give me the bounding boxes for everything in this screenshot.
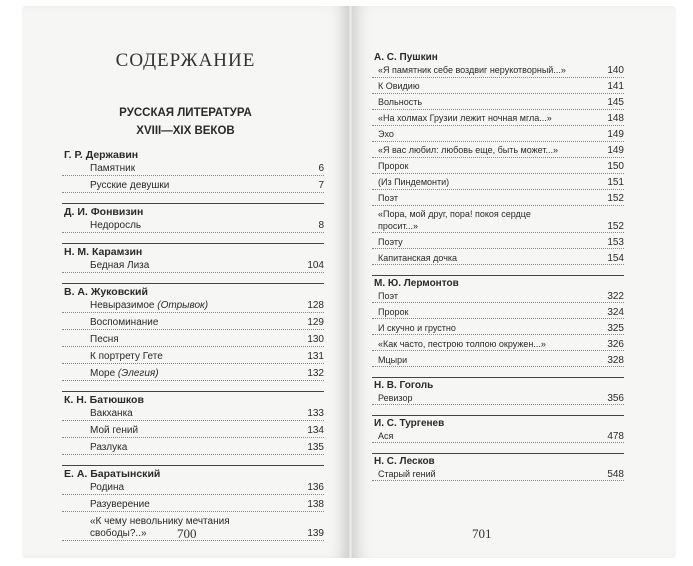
entry-page-number: 152 (607, 193, 624, 204)
contents-heading: СОДЕРЖАНИЕ (115, 50, 256, 71)
entry-page-number: 131 (307, 351, 324, 362)
entry-page-number: 138 (307, 499, 324, 510)
author-name: Н. М. Карамзин (62, 243, 324, 260)
entry-page-number: 328 (607, 354, 624, 366)
toc-entry (62, 220, 324, 233)
toc-entry (372, 339, 624, 352)
entry-page-number: 140 (607, 65, 624, 76)
entry-title: «На холмах Грузии лежит ночная мгла...» (378, 113, 552, 123)
entry-title: Памятник (90, 163, 136, 174)
entry-page-number: 7 (318, 180, 324, 191)
toc-entry (62, 442, 324, 455)
entry-page-number: 130 (307, 334, 324, 345)
entry-title: Старый гений (378, 468, 436, 479)
entry-page-number: 133 (307, 408, 324, 419)
author-name: А. С. Пушкин (374, 52, 438, 63)
entry-title: «Пора, мой друг, пора! покоя сердце просит...» (378, 209, 531, 231)
entry-title: Невыразимое (90, 300, 155, 311)
entry-page-number: 129 (307, 317, 324, 328)
left-page (22, 6, 349, 558)
entry-page-number: 149 (607, 145, 624, 156)
toc-entry (372, 393, 624, 406)
entry-title: Капитанская дочка (378, 252, 458, 263)
toc-entry (372, 323, 624, 336)
toc-entry (372, 253, 624, 266)
toc-entry (372, 291, 624, 304)
entry-title: К Овидию (378, 81, 420, 91)
section-title-line-1: РУССКАЯ ЛИТЕРАТУРА (119, 107, 252, 119)
entry-title: Разуверение (90, 499, 150, 510)
toc-entry (372, 177, 624, 190)
entry-title: Ася (378, 430, 394, 441)
entry-title: Море (90, 368, 116, 379)
entry-title: Русские девушки (90, 180, 170, 191)
toc-entry (372, 209, 624, 233)
entry-page-number: 150 (607, 161, 624, 172)
entry-title: «Как часто, пестрою толпою окружен...» (378, 338, 546, 349)
author-name: И. С. Тургенев (372, 415, 624, 431)
toc-entry (372, 161, 624, 174)
toc-entry (62, 482, 324, 495)
entry-note: (Элегия) (117, 368, 159, 379)
entry-page-number: 152 (607, 220, 624, 232)
entry-page-number: 139 (307, 528, 324, 539)
entry-title: Песня (90, 334, 119, 345)
entry-page-number: 132 (307, 368, 324, 379)
toc-entry (62, 499, 324, 512)
entry-page-number: 145 (607, 97, 624, 108)
toc-entry (62, 180, 324, 193)
entry-page-number: 148 (607, 113, 624, 124)
section-title (22, 104, 349, 140)
toc-entry (62, 351, 324, 364)
entry-page-number: 325 (607, 322, 624, 334)
entry-title: «Я памятник себе воздвиг нерукотворный...» (378, 65, 566, 75)
toc-entry (62, 425, 324, 438)
entry-page-number: 322 (607, 290, 624, 302)
entry-note: (Отрывок) (157, 300, 209, 311)
entry-title: Пророк (378, 161, 409, 171)
page-number-right: 701 (472, 526, 492, 541)
entry-title: «Я вас любил: любовь еще, быть может...» (378, 145, 558, 155)
entry-title: Бедная Лиза (90, 260, 150, 271)
entry-page-number: 8 (318, 220, 324, 231)
entry-page-number: 151 (607, 177, 624, 188)
entry-title: Недоросль (90, 220, 142, 231)
entry-page-number: 141 (607, 81, 624, 92)
left-contents-list (62, 147, 324, 545)
entry-title: К портрету Гете (90, 351, 163, 362)
toc-entry (372, 97, 624, 110)
entry-page-number: 136 (307, 482, 324, 493)
toc-entry (372, 65, 624, 78)
entry-title: Родина (90, 482, 125, 493)
toc-entry (62, 300, 324, 313)
toc-entry (372, 469, 624, 482)
toc-entry (372, 193, 624, 206)
toc-entry (62, 317, 324, 330)
entry-page-number: 6 (318, 163, 324, 174)
author-name: К. Н. Батюшков (62, 391, 324, 408)
author-name: В. А. Жуковский (62, 283, 324, 300)
toc-entry (62, 260, 324, 273)
toc-entry (62, 163, 324, 176)
right-contents-list (372, 50, 624, 485)
author-name: Е. А. Баратынский (62, 465, 324, 482)
entry-page-number: 149 (607, 129, 624, 140)
entry-page-number: 478 (607, 430, 624, 442)
toc-entry (372, 431, 624, 444)
entry-title: Вакханка (90, 408, 133, 419)
toc-entry (372, 237, 624, 250)
entry-title: Мой гений (90, 425, 139, 436)
entry-title: Разлука (90, 442, 128, 453)
entry-title: Поэт (378, 290, 398, 301)
page-number-left: 700 (177, 526, 197, 541)
entry-page-number: 128 (307, 300, 324, 311)
entry-page-number: 153 (607, 236, 624, 248)
entry-page-number: 324 (607, 306, 624, 318)
entry-title: Пророк (378, 306, 409, 317)
toc-entry (372, 307, 624, 320)
entry-page-number: 326 (607, 338, 624, 350)
entry-title: Эхо (378, 129, 394, 139)
entry-page-number: 104 (307, 260, 324, 271)
author-name: Н. В. Гоголь (372, 377, 624, 393)
author-name: Д. И. Фонвизин (62, 203, 324, 220)
entry-page-number: 134 (307, 425, 324, 436)
toc-entry (62, 408, 324, 421)
entry-page-number: 356 (607, 392, 624, 404)
author-name: Г. Р. Державин (64, 149, 139, 161)
toc-entry (372, 145, 624, 158)
section-title-line-2: XVIII—XIX ВЕКОВ (136, 125, 235, 137)
toc-entry (62, 334, 324, 347)
entry-page-number: 548 (607, 468, 624, 480)
entry-page-number: 154 (607, 252, 624, 264)
toc-entry (372, 355, 624, 368)
entry-title: И скучно и грустно (378, 322, 456, 333)
entry-title: Мцыри (378, 354, 408, 365)
entry-page-number: 135 (307, 442, 324, 453)
entry-title: «К чему невольнику мечтания свободы?..» (90, 516, 230, 539)
entry-title: Ревизор (378, 392, 413, 403)
entry-title: Вольность (378, 97, 423, 107)
entry-title: Воспоминание (90, 317, 159, 328)
right-page (352, 6, 676, 558)
toc-entry (372, 129, 624, 142)
author-name: Н. С. Лесков (372, 453, 624, 469)
entry-title: Поэту (378, 236, 403, 247)
toc-entry (372, 113, 624, 126)
entry-title: Поэт (378, 193, 398, 203)
entry-title: (Из Пиндемонти) (378, 177, 450, 187)
toc-entry (62, 368, 324, 381)
toc-entry (372, 81, 624, 94)
author-name: М. Ю. Лермонтов (372, 275, 624, 291)
